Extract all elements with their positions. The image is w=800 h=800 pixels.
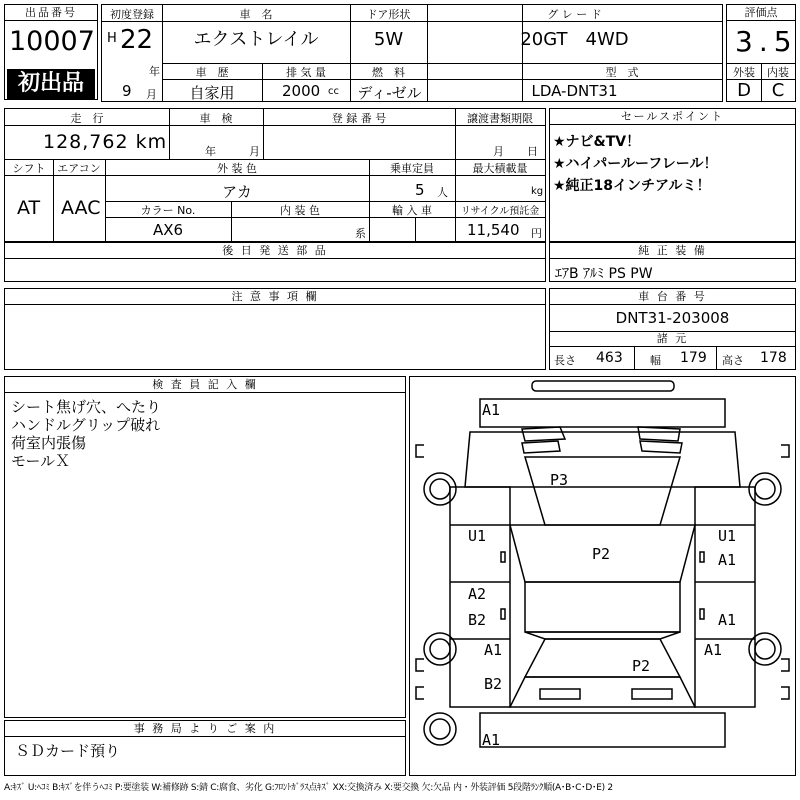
damage-diagram-box [409,376,796,776]
genuine-equipment-value: ｴｱB ｱﾙﾐ PS PW [555,266,653,282]
sales-points-box [549,108,796,242]
transfer-day-unit: 日 [527,145,538,158]
lot-number-box [4,4,98,100]
max-load-unit: kg [531,186,544,197]
notes-label: 注 意 事 項 欄 [5,289,545,305]
shift: AT [17,197,41,219]
exterior-grade: D [737,80,751,101]
length-value: 463 [596,350,623,366]
mark-left-rear-fender: A1 [484,641,503,659]
model-label: 型 式 [605,66,639,79]
history: 自家用 [189,84,235,102]
car-diagram [410,377,795,775]
door-type: 5W [373,29,404,50]
sales-point-1: ★ナビ&TV！ [553,134,641,150]
mark-left-rear-bumper: B2 [484,675,503,693]
genuine-equipment-label: 純 正 装 備 [550,243,795,259]
mileage-label: 走 行 [70,112,104,125]
transfer-month-unit: 月 [493,145,504,158]
office-label: 事 務 局 よ り ご 案 内 [5,721,405,737]
chassis-label: 車 台 番 号 [550,289,795,305]
recycle-unit: 円 [531,227,542,240]
reg-number-label: 登 録 番 号 [331,112,387,125]
interior-label: 内装 [767,66,789,79]
mark-right-front-door: U1 [718,527,737,545]
mileage: 128,762 km [43,131,168,153]
inspector-label: 検 査 員 記 入 欄 [5,377,405,393]
lot-number-label: 出品番号 [5,5,97,21]
mark-right-rear-door: A1 [718,611,737,629]
office-box [4,720,406,776]
ext-color: アカ [222,183,252,201]
height-label: 高さ [722,354,744,367]
width-label: 幅 [650,354,661,367]
reg-year: 22 [120,25,154,55]
later-parts-box [4,242,546,282]
max-load-label: 最大積載量 [472,162,528,175]
mark-left-rear-door-2: B2 [468,611,487,629]
mark-back-door: P2 [632,657,651,675]
inspection-month-unit: 月 [249,145,260,158]
grade-label: グ レ ー ド [547,8,602,21]
year-unit: 年 [149,65,160,78]
displacement-label: 排 気 量 [286,66,326,79]
later-parts-label: 後 日 発 送 部 品 [5,243,545,259]
displacement-unit: cc [328,86,339,97]
inspector-note-2: ハンドルグリップ破れ [11,416,161,434]
grade: 20GT 4WD [520,29,629,50]
chassis-box [549,288,796,370]
model: LDA-DNT31 [531,82,618,100]
mark-bonnet: P3 [550,471,569,489]
score: 3.5 [735,25,798,58]
notes-box [4,288,546,370]
genuine-equipment-box [549,242,796,282]
recycle-label: リサイクル預託金 [460,206,540,217]
mark-front-bumper: A1 [482,401,501,419]
dims-label: 諸 元 [550,331,795,347]
sales-point-2: ★ハイパールーフレール！ [553,156,718,172]
capacity: 5 [415,181,425,199]
history-label: 車 歴 [195,66,229,79]
inspection-year-unit: 年 [205,145,216,158]
width-value: 179 [680,350,707,366]
sales-points-label: セールスポイント [550,109,795,125]
length-label: 長さ [554,354,576,367]
details-box [4,108,546,242]
ac-label: エアコン [57,162,101,175]
height-value: 178 [760,350,787,366]
color-no-label: カラー No. [140,204,196,217]
chassis-number: DNT31-203008 [615,309,730,327]
inspector-note-4: モールＸ [11,452,71,470]
int-color-unit: 系 [355,227,366,240]
mark-roof: P2 [592,545,611,563]
car-name-label: 車 名 [239,8,273,21]
mark-right-front-door-2: A1 [718,551,737,569]
color-no: AX6 [152,221,184,239]
lot-number: 10007 [9,26,95,57]
displacement: 2000 [282,82,321,100]
mark-right-rear-fender: A1 [704,641,723,659]
capacity-unit: 人 [437,186,448,199]
score-box [726,4,796,102]
mark-rear-bumper: A1 [482,731,501,749]
first-reg-label: 初度登録 [110,8,154,21]
first-listing-badge: 初出品 [7,69,95,99]
recycle-amount: 11,540 [467,221,520,239]
fuel-label: 燃 料 [372,66,405,79]
vehicle-header-box [101,4,723,102]
fuel: ディ-ゼル [357,84,422,102]
mark-left-rear-door-1: A2 [468,585,487,603]
transfer-label: 譲渡書類期限 [467,112,533,125]
exterior-label: 外装 [733,66,755,79]
inspection-label: 車 検 [199,112,233,125]
import-label: 輸 入 車 [392,204,432,217]
ext-color-label: 外 装 色 [217,162,257,175]
office-note: ＳＤカード預り [15,742,121,760]
era: H [107,31,117,46]
car-name: エクストレイル [193,29,319,50]
mark-left-front-door: U1 [468,527,487,545]
interior-grade: C [771,80,785,101]
inspector-note-1: シート焦げ穴、へたり [11,398,162,416]
inspector-note-3: 荷室内張傷 [11,434,87,452]
score-label: 評価点 [727,5,795,21]
inspector-box [4,376,406,718]
door-label: ドア形状 [366,8,411,21]
reg-month: 9 [122,82,132,100]
capacity-label: 乗車定員 [390,162,434,175]
ac: AAC [61,197,101,219]
shift-label: シフト [12,162,46,175]
sales-point-3: ★純正18インチアルミ！ [553,178,711,194]
month-unit: 月 [146,88,157,101]
int-color-label: 内 装 色 [280,204,320,217]
legend: A:ｷｽﾞ U:ﾍｺﾐ B:ｷｽﾞを伴うﾍｺﾐ P:要塗装 W:補修跡 S:錆 C:腐食、劣化 G:ﾌﾛﾝﾄｶﾞﾗｽ点ｷｽﾞ XX:交換済み X:要交換 欠:欠品 内・外装評価 5段階ﾗﾝｸ順(A･B･C･D･E) 2 [4,783,613,793]
